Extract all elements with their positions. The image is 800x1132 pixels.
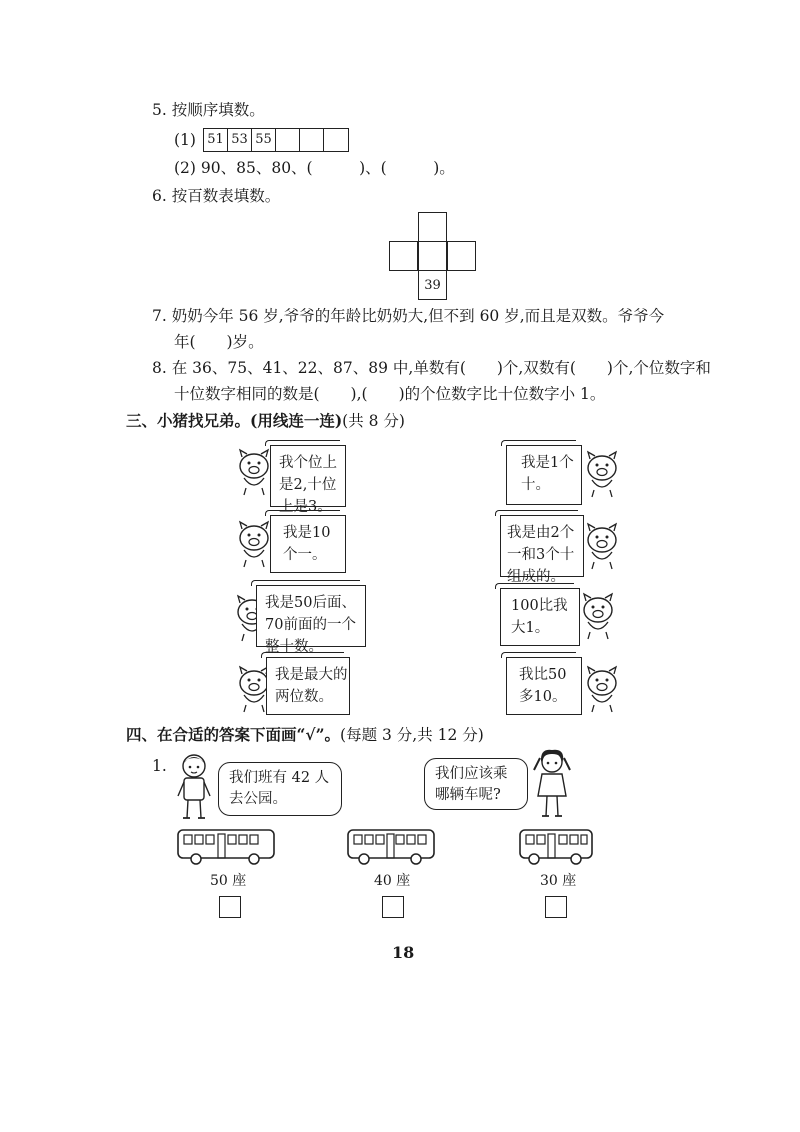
q8-line1: 8. 在 36、75、41、22、87、89 中,单数有( )个,双数有( )个,个位数字和 <box>152 359 711 377</box>
section-4-title <box>126 725 484 745</box>
cross-cell-center[interactable] <box>418 241 447 271</box>
seq-cell: 51 <box>204 129 228 151</box>
right-card-3[interactable] <box>500 588 580 646</box>
q1-number: 1. <box>152 757 167 775</box>
pig-icon <box>582 665 622 713</box>
section-3-heading: 三、小猪找兄弟。(用线连一连) <box>126 411 343 430</box>
answer-box-50[interactable] <box>219 896 241 918</box>
section-4-heading: 四、在合适的答案下面画“√”。 <box>126 725 341 744</box>
right-card-1[interactable] <box>506 445 582 505</box>
pig-icon <box>578 592 618 640</box>
cross-cell-left[interactable] <box>389 241 418 271</box>
card-text: 我是由2个一和3个十组成的。 <box>507 525 575 585</box>
boy-speech-bubble <box>218 762 342 816</box>
pig-icon <box>582 450 622 498</box>
bus-seat-label: 30 座 <box>540 873 577 889</box>
left-card-3[interactable] <box>256 585 366 655</box>
girl-speech-text: 我们应该乘哪辆车呢? <box>435 766 508 803</box>
card-text: 我是10个一。 <box>283 525 331 563</box>
card-text: 100比我大1。 <box>511 598 568 636</box>
pig-icon <box>582 522 622 570</box>
card-text: 我是50后面、70前面的一个整十数。 <box>265 595 356 655</box>
girl-speech-bubble <box>424 758 528 810</box>
left-card-2[interactable] <box>270 515 346 573</box>
page-number: 18 <box>392 943 415 962</box>
right-card-4[interactable] <box>506 657 582 715</box>
boy-speech-text: 我们班有 42 人去公园。 <box>229 770 330 807</box>
seq-cell-blank[interactable] <box>300 129 324 151</box>
card-text: 我是最大的两位数。 <box>275 667 348 705</box>
boy-icon <box>172 752 216 822</box>
q8-line2: 十位数字相同的数是( ),( )的个位数字比十位数字小 1。 <box>174 385 606 403</box>
bus-seat-label: 50 座 <box>210 873 247 889</box>
seq-cell: 55 <box>252 129 276 151</box>
bus-icon <box>176 826 276 866</box>
left-card-1[interactable] <box>270 445 346 515</box>
bus-seat-label: 40 座 <box>374 873 411 889</box>
sequence-boxes <box>203 128 349 152</box>
q7-line2: 年( )岁。 <box>174 333 264 351</box>
bus-icon <box>518 826 594 866</box>
cross-cell-top[interactable] <box>418 212 447 242</box>
left-card-4[interactable] <box>266 657 350 715</box>
pig-icon <box>234 520 274 568</box>
answer-box-40[interactable] <box>382 896 404 918</box>
cross-cell-bottom: 39 <box>418 270 447 300</box>
bus-icon <box>346 826 436 866</box>
card-text: 我是1个十。 <box>521 455 574 493</box>
seq-cell-blank[interactable] <box>276 129 300 151</box>
section-3-points: (共 8 分) <box>342 412 405 430</box>
girl-icon <box>532 748 572 820</box>
q7-line1: 7. 奶奶今年 56 岁,爷爷的年龄比奶奶大,但不到 60 岁,而且是双数。爷爷今 <box>152 307 665 325</box>
card-text: 我比50多10。 <box>519 667 567 705</box>
q5-part2: (2) 90、85、80、( )、( )。 <box>174 159 455 177</box>
right-card-2[interactable] <box>500 515 584 585</box>
seq-cell-blank[interactable] <box>324 129 348 151</box>
section-3-title <box>126 411 405 431</box>
q6-title: 6. 按百数表填数。 <box>152 187 281 205</box>
q5-part1-label: (1) <box>174 131 196 149</box>
seq-cell: 53 <box>228 129 252 151</box>
q5-title: 5. 按顺序填数。 <box>152 101 265 119</box>
cross-cell-right[interactable] <box>447 241 476 271</box>
answer-box-30[interactable] <box>545 896 567 918</box>
section-4-points: (每题 3 分,共 12 分) <box>340 726 484 744</box>
card-text: 我个位上是2,十位上是3。 <box>279 455 337 515</box>
pig-icon <box>234 448 274 496</box>
